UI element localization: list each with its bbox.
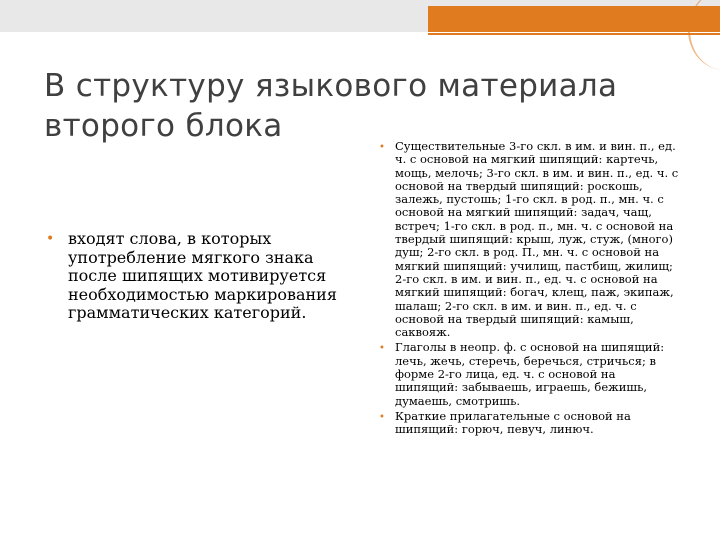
bullet-icon: • bbox=[379, 411, 385, 423]
right-bullet-text: Существительные 3-го скл. в им. и вин. п., ед. ч. с основой на мягкий шипящий: картечь, мощь, мелочь; 3-го скл. в им. и вин. п., ед. ч. с основой на твердый шипящий: роскошь, залежь, пустошь; 1-го скл. в род. п., мн. ч. с основой на мягкий шипящий: задач, чащ, встреч; 1-го скл. в род. п., мн. ч. с основой на твердый шипящий: крыш, луж, стуж, (много) душ; 2-го скл. в род. П., мн. ч. с основой на мягкий шипящий: училищ, пастбищ, жилищ; 2-го скл. в им. и вин. п., ед. ч. с основой на мягкий шипящий: богач, клещ, паж, экипаж, шалаш; 2-го скл. в им. и вин. п., ед. ч. с основой на твердый шипящий: камыш, саквояж. bbox=[395, 139, 679, 340]
bullet-icon: • bbox=[379, 343, 385, 355]
left-bullet-list bbox=[44, 230, 344, 323]
top-decoration-bar bbox=[0, 0, 720, 32]
bullet-icon: • bbox=[379, 142, 385, 153]
right-bullet-item-nouns bbox=[378, 140, 680, 339]
accent-line bbox=[428, 33, 720, 35]
corner-decoration bbox=[688, 0, 720, 70]
right-bullet-list bbox=[378, 140, 680, 439]
right-bullet-item-adjectives bbox=[378, 410, 680, 437]
slide-title: В структуру языкового материала второго блока bbox=[44, 68, 618, 144]
accent-block bbox=[428, 6, 720, 32]
bullet-icon: • bbox=[46, 231, 55, 247]
right-bullet-text: Глаголы в неопр. ф. с основой на шипящий: лечь, жечь, стеречь, беречься, стричься; в форме 2-го лица, ед. ч. с основой на шипящий: забываешь, играешь, бежишь, думаешь, смотришь. bbox=[395, 340, 665, 408]
left-bullet-text: входят слова, в которых употребление мягкого знака после шипящих мотивируется необходимостью маркирования грамматических категорий. bbox=[68, 229, 337, 322]
right-bullet-item-verbs bbox=[378, 341, 680, 407]
right-bullet-text: Краткие прилагательные с основой на шипящий: горюч, певуч, линюч. bbox=[395, 408, 631, 437]
left-bullet-item bbox=[44, 230, 344, 323]
